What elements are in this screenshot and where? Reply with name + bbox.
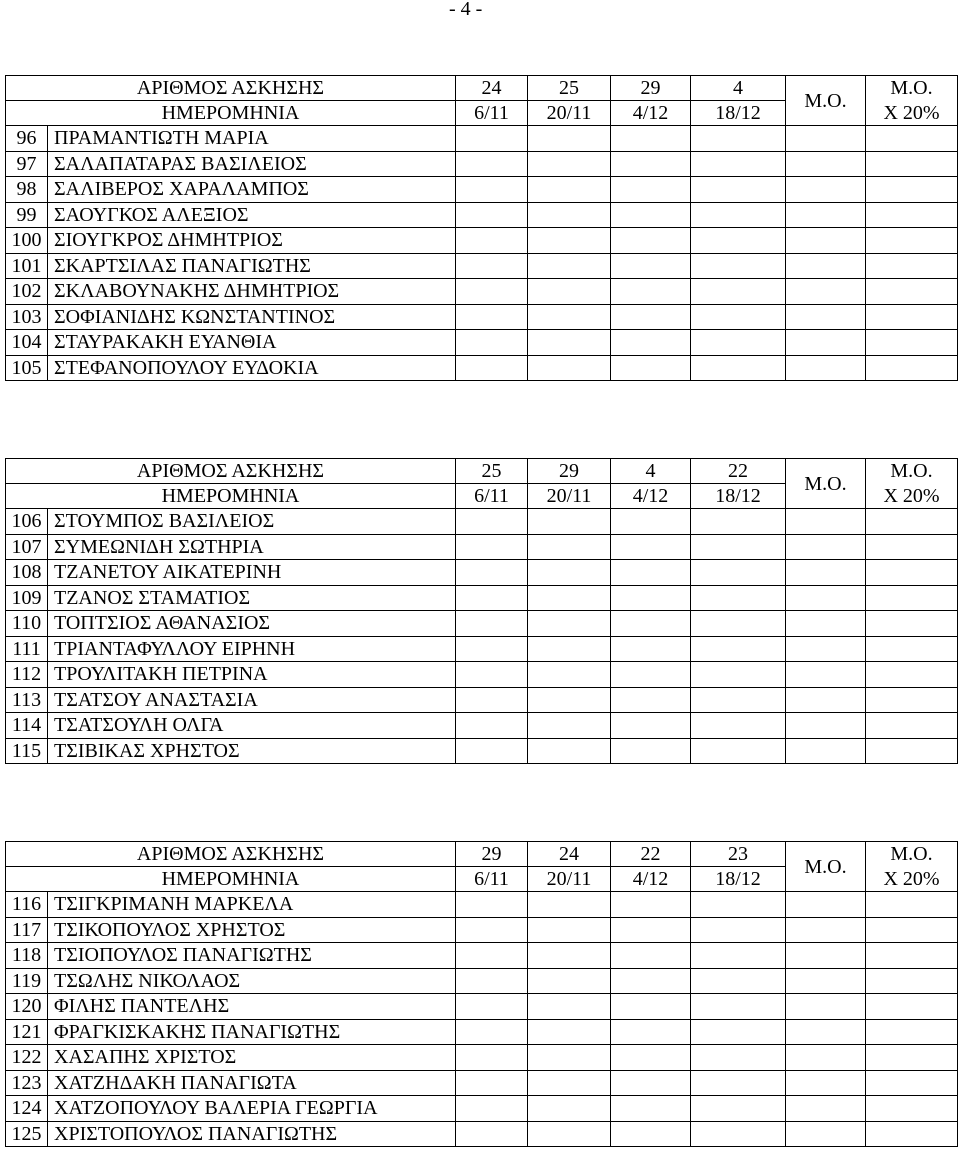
grade-cell bbox=[611, 228, 691, 254]
grade-cell bbox=[611, 994, 691, 1020]
weighted-average-header-line: Χ 20% bbox=[883, 867, 940, 890]
student-name: ΤΣΩΛΗΣ ΝΙΚΟΛΑΟΣ bbox=[48, 969, 456, 995]
average-cell bbox=[786, 662, 866, 688]
average-cell bbox=[786, 994, 866, 1020]
grade-cell bbox=[611, 739, 691, 765]
grade-cell bbox=[456, 994, 528, 1020]
student-name: ΠΡΑΜΑΝΤΙΩΤΗ ΜΑΡΙΑ bbox=[48, 126, 456, 152]
grade-cell bbox=[611, 1096, 691, 1122]
grade-cell bbox=[691, 356, 786, 382]
weighted-average-header-line: Μ.Ο. bbox=[890, 77, 933, 100]
student-name: ΤΣΑΤΣΟΥ ΑΝΑΣΤΑΣΙΑ bbox=[48, 688, 456, 714]
grade-cell bbox=[456, 1020, 528, 1046]
grade-cell bbox=[691, 739, 786, 765]
grade-cell bbox=[456, 688, 528, 714]
weighted-average-cell bbox=[866, 943, 958, 969]
weighted-average-cell bbox=[866, 305, 958, 331]
grade-cell bbox=[691, 1096, 786, 1122]
student-name: ΣΑΟΥΓΚΟΣ ΑΛΕΞΙΟΣ bbox=[48, 203, 456, 229]
student-number: 119 bbox=[6, 969, 48, 995]
student-name: ΧΡΙΣΤΟΠΟΥΛΟΣ ΠΑΝΑΓΙΩΤΗΣ bbox=[48, 1122, 456, 1148]
student-name: ΤΖΑΝΟΣ ΣΤΑΜΑΤΙΟΣ bbox=[48, 586, 456, 612]
grade-cell bbox=[611, 637, 691, 663]
average-cell bbox=[786, 1020, 866, 1046]
weighted-average-cell bbox=[866, 228, 958, 254]
exercise-number: 22 bbox=[611, 842, 691, 867]
weighted-average-cell bbox=[866, 637, 958, 663]
average-cell bbox=[786, 330, 866, 356]
grade-cell bbox=[691, 254, 786, 280]
average-cell bbox=[786, 279, 866, 305]
exercise-number: 24 bbox=[528, 842, 611, 867]
student-number: 102 bbox=[6, 279, 48, 305]
grade-cell bbox=[456, 535, 528, 561]
grade-cell bbox=[456, 739, 528, 765]
grade-cell bbox=[691, 713, 786, 739]
student-name: ΤΖΑΝΕΤΟΥ ΑΙΚΑΤΕΡΙΝΗ bbox=[48, 560, 456, 586]
student-number: 96 bbox=[6, 126, 48, 152]
grade-cell bbox=[691, 892, 786, 918]
student-number: 107 bbox=[6, 535, 48, 561]
average-cell bbox=[786, 560, 866, 586]
student-name: ΤΣΙΚΟΠΟΥΛΟΣ ΧΡΗΣΤΟΣ bbox=[48, 918, 456, 944]
weighted-average-cell bbox=[866, 1071, 958, 1097]
grade-cell bbox=[691, 509, 786, 535]
weighted-average-cell bbox=[866, 126, 958, 152]
weighted-average-cell bbox=[866, 330, 958, 356]
weighted-average-cell bbox=[866, 586, 958, 612]
grade-cell bbox=[691, 586, 786, 612]
grade-cell bbox=[611, 662, 691, 688]
grades-table bbox=[5, 841, 958, 1147]
weighted-average-cell bbox=[866, 279, 958, 305]
exercise-number: 23 bbox=[691, 842, 786, 867]
grade-cell bbox=[456, 305, 528, 331]
student-name: ΤΣΑΤΣΟΥΛΗ ΟΛΓΑ bbox=[48, 713, 456, 739]
grade-cell bbox=[691, 203, 786, 229]
average-cell bbox=[786, 611, 866, 637]
average-cell bbox=[786, 1045, 866, 1071]
average-cell bbox=[786, 254, 866, 280]
student-number: 125 bbox=[6, 1122, 48, 1148]
grade-cell bbox=[691, 535, 786, 561]
student-number: 112 bbox=[6, 662, 48, 688]
student-name: ΤΣΙΒΙΚΑΣ ΧΡΗΣΤΟΣ bbox=[48, 739, 456, 765]
grade-cell bbox=[528, 177, 611, 203]
grade-cell bbox=[528, 994, 611, 1020]
student-name: ΧΑΤΖΗΔΑΚΗ ΠΑΝΑΓΙΩΤΑ bbox=[48, 1071, 456, 1097]
weighted-average-cell bbox=[866, 203, 958, 229]
exercise-date: 4/12 bbox=[611, 867, 691, 892]
grade-cell bbox=[611, 1020, 691, 1046]
grade-cell bbox=[456, 713, 528, 739]
grade-cell bbox=[528, 509, 611, 535]
weighted-average-cell bbox=[866, 152, 958, 178]
weighted-average-header-line: Μ.Ο. bbox=[890, 843, 933, 866]
grade-cell bbox=[456, 330, 528, 356]
average-cell bbox=[786, 203, 866, 229]
student-name: ΦΡΑΓΚΙΣΚΑΚΗΣ ΠΑΝΑΓΙΩΤΗΣ bbox=[48, 1020, 456, 1046]
weighted-average-cell bbox=[866, 994, 958, 1020]
weighted-average-cell bbox=[866, 1122, 958, 1148]
average-cell bbox=[786, 892, 866, 918]
student-name: ΤΡΟΥΛΙΤΑΚΗ ΠΕΤΡΙΝΑ bbox=[48, 662, 456, 688]
date-label: ΗΜΕΡΟΜΗΝΙΑ bbox=[6, 867, 456, 892]
grade-cell bbox=[456, 1096, 528, 1122]
grade-cell bbox=[528, 356, 611, 382]
student-name: ΤΣΙΓΚΡΙΜΑΝΗ ΜΑΡΚΕΛΑ bbox=[48, 892, 456, 918]
student-name: ΧΑΣΑΠΗΣ ΧΡΙΣΤΟΣ bbox=[48, 1045, 456, 1071]
grade-cell bbox=[691, 126, 786, 152]
student-number: 111 bbox=[6, 637, 48, 663]
grade-cell bbox=[691, 1122, 786, 1148]
grade-cell bbox=[611, 509, 691, 535]
student-name: ΧΑΤΖΟΠΟΥΛΟΥ ΒΑΛΕΡΙΑ ΓΕΩΡΓΙΑ bbox=[48, 1096, 456, 1122]
average-cell bbox=[786, 126, 866, 152]
grade-cell bbox=[611, 535, 691, 561]
student-name: ΤΡΙΑΝΤΑΦΥΛΛΟΥ ΕΙΡΗΝΗ bbox=[48, 637, 456, 663]
grade-cell bbox=[528, 305, 611, 331]
average-cell bbox=[786, 1096, 866, 1122]
weighted-average-cell bbox=[866, 535, 958, 561]
grade-cell bbox=[611, 1122, 691, 1148]
exercise-number-label: ΑΡΙΘΜΟΣ ΑΣΚΗΣΗΣ bbox=[6, 459, 456, 484]
grade-cell bbox=[456, 586, 528, 612]
student-number: 110 bbox=[6, 611, 48, 637]
average-cell bbox=[786, 177, 866, 203]
weighted-average-cell bbox=[866, 662, 958, 688]
student-name: ΣΥΜΕΩΝΙΔΗ ΣΩΤΗΡΙΑ bbox=[48, 535, 456, 561]
grade-cell bbox=[456, 152, 528, 178]
grade-cell bbox=[456, 228, 528, 254]
exercise-date: 6/11 bbox=[456, 101, 528, 126]
grade-cell bbox=[611, 305, 691, 331]
grade-cell bbox=[611, 611, 691, 637]
average-cell bbox=[786, 637, 866, 663]
exercise-date: 6/11 bbox=[456, 867, 528, 892]
average-cell bbox=[786, 586, 866, 612]
grade-cell bbox=[528, 1045, 611, 1071]
grade-cell bbox=[528, 662, 611, 688]
grade-cell bbox=[456, 203, 528, 229]
student-number: 118 bbox=[6, 943, 48, 969]
grade-cell bbox=[691, 1045, 786, 1071]
exercise-number: 4 bbox=[611, 459, 691, 484]
exercise-number: 24 bbox=[456, 76, 528, 101]
grades-table bbox=[5, 458, 958, 764]
grade-cell bbox=[691, 688, 786, 714]
student-name: ΣΤΑΥΡΑΚΑΚΗ ΕΥΑΝΘΙΑ bbox=[48, 330, 456, 356]
student-name: ΣΑΛΑΠΑΤΑΡΑΣ ΒΑΣΙΛΕΙΟΣ bbox=[48, 152, 456, 178]
weighted-average-cell bbox=[866, 611, 958, 637]
grade-cell bbox=[691, 662, 786, 688]
grade-cell bbox=[456, 969, 528, 995]
grade-cell bbox=[611, 1045, 691, 1071]
weighted-average-cell bbox=[866, 739, 958, 765]
grade-cell bbox=[611, 892, 691, 918]
grade-cell bbox=[691, 943, 786, 969]
average-cell bbox=[786, 943, 866, 969]
weighted-average-cell bbox=[866, 1045, 958, 1071]
grade-cell bbox=[691, 994, 786, 1020]
grade-cell bbox=[528, 126, 611, 152]
weighted-average-header bbox=[866, 842, 958, 892]
grade-cell bbox=[611, 356, 691, 382]
student-number: 100 bbox=[6, 228, 48, 254]
student-number: 105 bbox=[6, 356, 48, 382]
grade-cell bbox=[691, 228, 786, 254]
exercise-date: 4/12 bbox=[611, 484, 691, 509]
exercise-number: 25 bbox=[456, 459, 528, 484]
grade-cell bbox=[691, 611, 786, 637]
exercise-date: 20/11 bbox=[528, 867, 611, 892]
student-number: 122 bbox=[6, 1045, 48, 1071]
page-number: - 4 - bbox=[449, 0, 483, 20]
average-cell bbox=[786, 152, 866, 178]
grade-cell bbox=[611, 969, 691, 995]
student-name: ΣΚΛΑΒΟΥΝΑΚΗΣ ΔΗΜΗΤΡΙΟΣ bbox=[48, 279, 456, 305]
student-number: 106 bbox=[6, 509, 48, 535]
grade-cell bbox=[611, 713, 691, 739]
student-number: 123 bbox=[6, 1071, 48, 1097]
grade-cell bbox=[611, 330, 691, 356]
average-cell bbox=[786, 739, 866, 765]
student-number: 99 bbox=[6, 203, 48, 229]
student-number: 101 bbox=[6, 254, 48, 280]
student-number: 114 bbox=[6, 713, 48, 739]
grade-cell bbox=[528, 560, 611, 586]
student-number: 116 bbox=[6, 892, 48, 918]
student-number: 113 bbox=[6, 688, 48, 714]
grade-cell bbox=[456, 509, 528, 535]
grade-cell bbox=[456, 918, 528, 944]
student-number: 120 bbox=[6, 994, 48, 1020]
weighted-average-cell bbox=[866, 713, 958, 739]
weighted-average-cell bbox=[866, 688, 958, 714]
grade-cell bbox=[528, 228, 611, 254]
grade-cell bbox=[456, 662, 528, 688]
weighted-average-cell bbox=[866, 969, 958, 995]
grade-cell bbox=[456, 892, 528, 918]
student-name: ΦΙΛΗΣ ΠΑΝΤΕΛΗΣ bbox=[48, 994, 456, 1020]
average-cell bbox=[786, 969, 866, 995]
grade-cell bbox=[691, 152, 786, 178]
exercise-number: 25 bbox=[528, 76, 611, 101]
weighted-average-cell bbox=[866, 560, 958, 586]
grade-cell bbox=[528, 688, 611, 714]
exercise-number: 29 bbox=[528, 459, 611, 484]
grade-cell bbox=[528, 739, 611, 765]
exercise-date: 18/12 bbox=[691, 484, 786, 509]
grade-cell bbox=[611, 152, 691, 178]
weighted-average-header-line: Χ 20% bbox=[883, 101, 940, 124]
weighted-average-header-line: Χ 20% bbox=[883, 484, 940, 507]
grade-cell bbox=[528, 1122, 611, 1148]
exercise-number-label: ΑΡΙΘΜΟΣ ΑΣΚΗΣΗΣ bbox=[6, 76, 456, 101]
weighted-average-cell bbox=[866, 1020, 958, 1046]
student-name: ΣΤΟΥΜΠΟΣ ΒΑΣΙΛΕΙΟΣ bbox=[48, 509, 456, 535]
grade-cell bbox=[528, 586, 611, 612]
average-header: Μ.Ο. bbox=[786, 459, 866, 509]
average-cell bbox=[786, 535, 866, 561]
grade-cell bbox=[611, 203, 691, 229]
average-cell bbox=[786, 918, 866, 944]
grade-cell bbox=[456, 279, 528, 305]
student-name: ΣΑΛΙΒΕΡΟΣ ΧΑΡΑΛΑΜΠΟΣ bbox=[48, 177, 456, 203]
grade-cell bbox=[611, 279, 691, 305]
weighted-average-header bbox=[866, 76, 958, 126]
weighted-average-cell bbox=[866, 356, 958, 382]
grade-cell bbox=[456, 1045, 528, 1071]
grade-cell bbox=[528, 279, 611, 305]
exercise-number: 22 bbox=[691, 459, 786, 484]
student-number: 124 bbox=[6, 1096, 48, 1122]
date-label: ΗΜΕΡΟΜΗΝΙΑ bbox=[6, 101, 456, 126]
grade-cell bbox=[691, 1020, 786, 1046]
exercise-date: 4/12 bbox=[611, 101, 691, 126]
student-name: ΣΙΟΥΓΚΡΟΣ ΔΗΜΗΤΡΙΟΣ bbox=[48, 228, 456, 254]
grade-cell bbox=[611, 918, 691, 944]
average-cell bbox=[786, 713, 866, 739]
exercise-date: 6/11 bbox=[456, 484, 528, 509]
grade-cell bbox=[456, 254, 528, 280]
exercise-date: 18/12 bbox=[691, 867, 786, 892]
grade-cell bbox=[528, 943, 611, 969]
exercise-number-label: ΑΡΙΘΜΟΣ ΑΣΚΗΣΗΣ bbox=[6, 842, 456, 867]
grade-cell bbox=[456, 177, 528, 203]
student-number: 109 bbox=[6, 586, 48, 612]
student-number: 104 bbox=[6, 330, 48, 356]
student-number: 98 bbox=[6, 177, 48, 203]
grade-cell bbox=[456, 560, 528, 586]
grade-cell bbox=[528, 254, 611, 280]
student-number: 117 bbox=[6, 918, 48, 944]
grade-cell bbox=[528, 637, 611, 663]
student-name: ΣΚΑΡΤΣΙΛΑΣ ΠΑΝΑΓΙΩΤΗΣ bbox=[48, 254, 456, 280]
grade-cell bbox=[611, 126, 691, 152]
grade-cell bbox=[528, 1096, 611, 1122]
grade-cell bbox=[528, 1020, 611, 1046]
date-label: ΗΜΕΡΟΜΗΝΙΑ bbox=[6, 484, 456, 509]
grade-cell bbox=[691, 969, 786, 995]
grade-cell bbox=[456, 1071, 528, 1097]
grade-cell bbox=[528, 969, 611, 995]
grade-cell bbox=[528, 918, 611, 944]
grade-cell bbox=[611, 560, 691, 586]
grades-table bbox=[5, 75, 958, 381]
student-number: 108 bbox=[6, 560, 48, 586]
student-number: 115 bbox=[6, 739, 48, 765]
grade-cell bbox=[611, 1071, 691, 1097]
grade-cell bbox=[691, 918, 786, 944]
grade-cell bbox=[611, 586, 691, 612]
student-number: 121 bbox=[6, 1020, 48, 1046]
exercise-date: 18/12 bbox=[691, 101, 786, 126]
average-cell bbox=[786, 228, 866, 254]
weighted-average-cell bbox=[866, 254, 958, 280]
grade-cell bbox=[691, 637, 786, 663]
grade-cell bbox=[528, 330, 611, 356]
grade-cell bbox=[611, 254, 691, 280]
exercise-number: 4 bbox=[691, 76, 786, 101]
grade-cell bbox=[691, 305, 786, 331]
student-number: 103 bbox=[6, 305, 48, 331]
weighted-average-cell bbox=[866, 892, 958, 918]
grade-cell bbox=[691, 330, 786, 356]
grade-cell bbox=[611, 688, 691, 714]
grade-cell bbox=[528, 152, 611, 178]
grade-cell bbox=[528, 611, 611, 637]
average-cell bbox=[786, 509, 866, 535]
weighted-average-cell bbox=[866, 509, 958, 535]
average-header: Μ.Ο. bbox=[786, 842, 866, 892]
grade-cell bbox=[691, 279, 786, 305]
weighted-average-cell bbox=[866, 177, 958, 203]
grade-cell bbox=[691, 1071, 786, 1097]
grade-cell bbox=[456, 126, 528, 152]
exercise-date: 20/11 bbox=[528, 101, 611, 126]
exercise-number: 29 bbox=[456, 842, 528, 867]
average-cell bbox=[786, 688, 866, 714]
average-cell bbox=[786, 1122, 866, 1148]
student-name: ΣΤΕΦΑΝΟΠΟΥΛΟΥ ΕΥΔΟΚΙΑ bbox=[48, 356, 456, 382]
grade-cell bbox=[456, 611, 528, 637]
grade-cell bbox=[528, 892, 611, 918]
student-name: ΤΣΙΟΠΟΥΛΟΣ ΠΑΝΑΓΙΩΤΗΣ bbox=[48, 943, 456, 969]
weighted-average-cell bbox=[866, 1096, 958, 1122]
student-number: 97 bbox=[6, 152, 48, 178]
exercise-number: 29 bbox=[611, 76, 691, 101]
grade-cell bbox=[691, 560, 786, 586]
grade-cell bbox=[528, 713, 611, 739]
grade-cell bbox=[456, 637, 528, 663]
grade-cell bbox=[691, 177, 786, 203]
average-header: Μ.Ο. bbox=[786, 76, 866, 126]
grade-cell bbox=[528, 1071, 611, 1097]
grade-cell bbox=[456, 356, 528, 382]
student-name: ΤΟΠΤΣΙΟΣ ΑΘΑΝΑΣΙΟΣ bbox=[48, 611, 456, 637]
average-cell bbox=[786, 305, 866, 331]
exercise-date: 20/11 bbox=[528, 484, 611, 509]
weighted-average-header bbox=[866, 459, 958, 509]
grade-cell bbox=[611, 177, 691, 203]
weighted-average-cell bbox=[866, 918, 958, 944]
student-name: ΣΟΦΙΑΝΙΔΗΣ ΚΩΝΣΤΑΝΤΙΝΟΣ bbox=[48, 305, 456, 331]
weighted-average-header-line: Μ.Ο. bbox=[890, 460, 933, 483]
grade-cell bbox=[611, 943, 691, 969]
average-cell bbox=[786, 1071, 866, 1097]
average-cell bbox=[786, 356, 866, 382]
grade-cell bbox=[528, 535, 611, 561]
grade-cell bbox=[528, 203, 611, 229]
grade-cell bbox=[456, 1122, 528, 1148]
grade-cell bbox=[456, 943, 528, 969]
